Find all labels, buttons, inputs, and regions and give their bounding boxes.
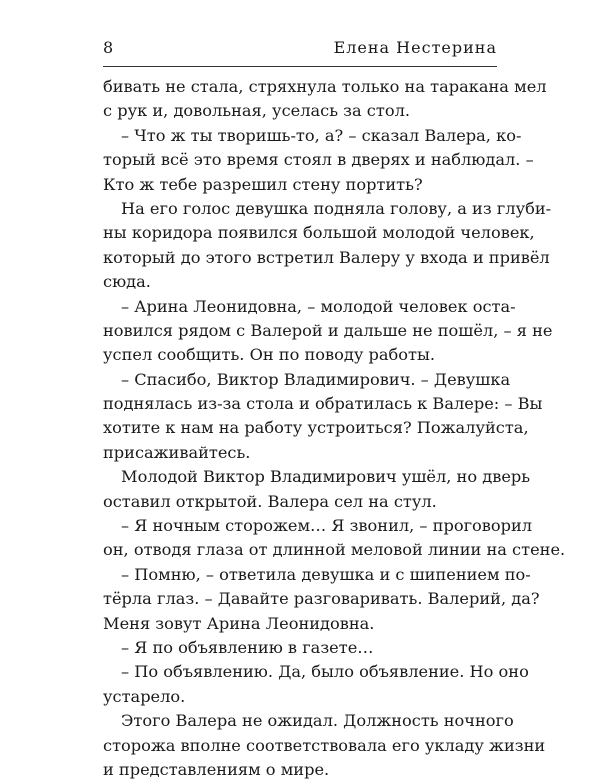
body-text bbox=[103, 75, 566, 782]
text-line: успел сообщить. Он по поводу работы. bbox=[103, 345, 435, 365]
header-rule bbox=[103, 66, 497, 67]
text-line: Меня зовут Арина Леонидовна. bbox=[103, 613, 375, 633]
text-line: и представлениям о мире. bbox=[103, 759, 330, 779]
text-line: – Спасибо, Виктор Владимирович. – Девушка bbox=[121, 369, 511, 389]
text-line: сюда. bbox=[103, 272, 151, 292]
page-number: 8 bbox=[103, 38, 114, 57]
text-line: Молодой Виктор Владимирович ушёл, но дверь bbox=[121, 467, 531, 487]
text-line: бивать не стала, стряхнула только на таракана мел bbox=[103, 77, 547, 96]
text-line: – Что ж ты творишь-то, а? – сказал Валера, ко- bbox=[121, 125, 522, 145]
text-line: – Я ночным сторожем… Я звонил, – проговорил bbox=[121, 516, 533, 536]
text-line: На его голос девушка подняла голову, а из глуби- bbox=[121, 198, 552, 218]
text-line: который до этого встретил Валеру у входа и привёл bbox=[103, 247, 550, 267]
text-line: он, отводя глаза от длинной меловой линии на стене. bbox=[103, 540, 566, 560]
text-line: – Я по объявлению в газете… bbox=[121, 637, 374, 657]
text-line: торый всё это время стоял в дверях и наблюдал. – bbox=[103, 150, 534, 170]
text-line: – Помню, – ответила девушка и с шипением по- bbox=[121, 564, 531, 584]
text-line: с рук и, довольная, уселась за стол. bbox=[103, 101, 411, 121]
text-line: сторожа вполне соответствовала его укладу жизни bbox=[103, 735, 546, 755]
text-line: устарело. bbox=[103, 686, 186, 706]
text-line: хотите к нам на работу устроиться? Пожалуйста, bbox=[103, 418, 529, 438]
running-head bbox=[103, 38, 497, 62]
text-line: оставил открытой. Валера сел на стул. bbox=[103, 491, 437, 511]
text-line: поднялась из-за стола и обратилась к Валере: – Вы bbox=[103, 394, 543, 414]
text-line: тёрла глаз. – Давайте разговаривать. Валерий, да? bbox=[103, 589, 540, 609]
text-line: Этого Валера не ожидал. Должность ночного bbox=[121, 711, 514, 731]
text-line: Кто ж тебе разрешил стену портить? bbox=[103, 174, 423, 194]
text-line: – По объявлению. Да, было объявление. Но оно bbox=[121, 662, 529, 682]
text-line: присаживайтесь. bbox=[103, 442, 251, 462]
text-line: – Арина Леонидовна, – молодой человек оста- bbox=[121, 296, 516, 316]
text-line: ны коридора появился большой молодой человек, bbox=[103, 223, 535, 243]
book-page bbox=[103, 38, 566, 782]
running-head-author: Елена Нестерина bbox=[333, 38, 497, 57]
text-line: новился рядом с Валерой и дальше не пошёл, – я не bbox=[103, 320, 553, 340]
